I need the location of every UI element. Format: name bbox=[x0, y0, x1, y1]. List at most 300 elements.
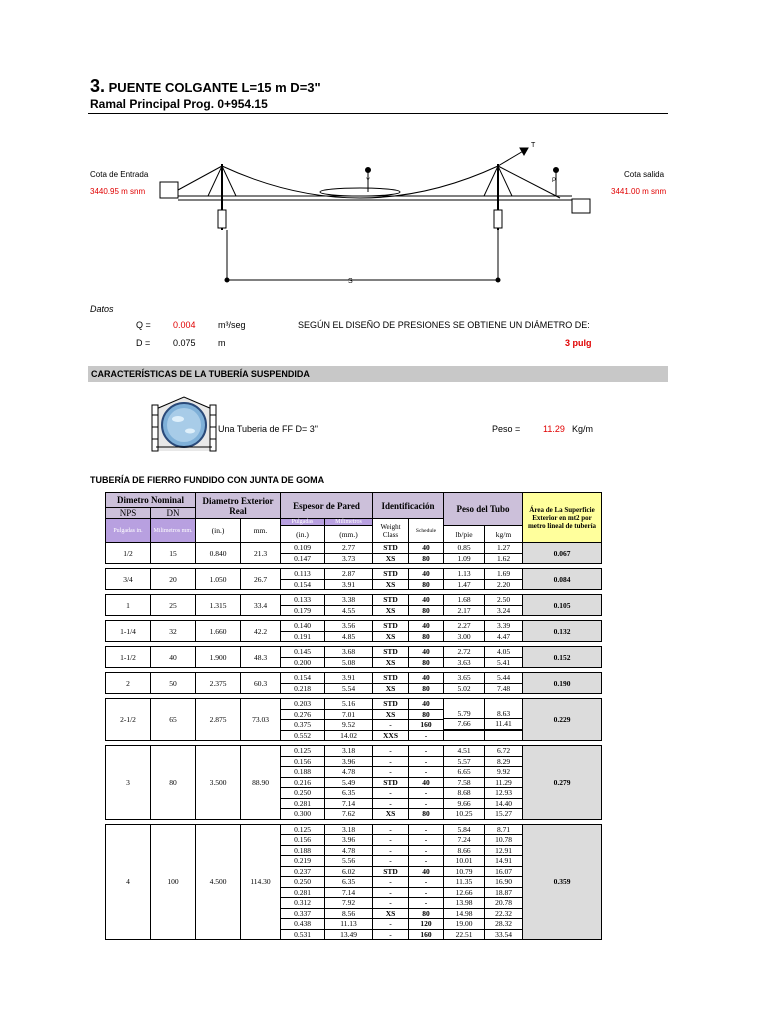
schedule-cell bbox=[409, 569, 444, 590]
wall-mm-cell bbox=[325, 621, 373, 642]
bridge-diagram bbox=[0, 130, 768, 300]
table-row bbox=[106, 699, 602, 741]
cell-value: 40 bbox=[409, 777, 443, 788]
wall-mm-cell bbox=[325, 824, 373, 940]
cell-value: 4.47 bbox=[485, 631, 522, 642]
q-label: Q = bbox=[136, 320, 151, 330]
cell-value: 0.85 bbox=[457, 543, 471, 552]
cell-value: 0.203 bbox=[294, 699, 311, 708]
cell-value: 80 bbox=[409, 808, 443, 819]
cell-value: - bbox=[373, 855, 408, 866]
header-peso: Peso del Tubo bbox=[444, 493, 523, 526]
cell-value: 160 bbox=[409, 719, 443, 730]
right-anchor-block bbox=[572, 199, 590, 213]
cell-value: 0.156 bbox=[281, 756, 324, 767]
cell-value: 18.87 bbox=[485, 887, 522, 898]
cell-value: 5.54 bbox=[325, 683, 372, 694]
area-cell: 0.359 bbox=[523, 824, 602, 940]
cell-value: 11.35 bbox=[444, 876, 484, 887]
cell-value: 8.68 bbox=[444, 787, 484, 798]
od-mm-cell: 60.3 bbox=[241, 673, 281, 694]
cell-value: 40 bbox=[422, 699, 430, 708]
cell-value: - bbox=[373, 929, 408, 940]
cell-value: - bbox=[409, 756, 443, 767]
cell-value: 0.237 bbox=[281, 866, 324, 877]
diameter-result: 3 pulg bbox=[565, 338, 592, 348]
kgm-cell bbox=[485, 569, 523, 590]
label-t: T bbox=[531, 142, 536, 149]
cell-value: 0.145 bbox=[294, 647, 311, 656]
weight-class-cell bbox=[373, 699, 409, 741]
schedule-cell bbox=[409, 647, 444, 668]
cell-value: - bbox=[409, 798, 443, 809]
datos-label: Datos bbox=[90, 304, 114, 314]
area-cell: 0.067 bbox=[523, 543, 602, 564]
cell-value: - bbox=[409, 766, 443, 777]
cell-value: 12.91 bbox=[485, 845, 522, 856]
right-backstay bbox=[498, 166, 560, 198]
cell-value: 2.72 bbox=[457, 647, 471, 656]
cell-value: - bbox=[373, 766, 408, 777]
cell-value: 2.87 bbox=[341, 569, 356, 578]
weight-class-cell bbox=[373, 824, 409, 940]
cell-value: 160 bbox=[409, 929, 443, 940]
left-footing bbox=[218, 210, 226, 228]
cell-value: - bbox=[373, 897, 408, 908]
title-text: PUENTE COLGANTE L=15 m D=3" bbox=[108, 80, 321, 95]
cell-value: 14.40 bbox=[485, 798, 522, 809]
schedule-cell bbox=[409, 673, 444, 694]
cell-value: XS bbox=[373, 579, 408, 590]
d-label: D = bbox=[136, 338, 151, 348]
cell-value: 0.216 bbox=[281, 777, 324, 788]
od-mm-cell: 88.90 bbox=[241, 746, 281, 820]
od-mm-cell: 114.30 bbox=[241, 824, 281, 940]
schedule-cell bbox=[409, 621, 444, 642]
cell-value: 3.38 bbox=[341, 595, 356, 604]
cell-value: 22.51 bbox=[444, 929, 484, 940]
schedule-cell bbox=[409, 824, 444, 940]
nps-cell: 1-1/4 bbox=[106, 621, 151, 642]
header-nominal: Dimetro Nominal bbox=[106, 493, 196, 508]
cell-value: 7.24 bbox=[444, 834, 484, 845]
cell-value: 6.65 bbox=[444, 766, 484, 777]
header-pulgadas: Pulgadas bbox=[281, 519, 325, 526]
lbpie-cell bbox=[444, 824, 485, 940]
cell-value: 4.55 bbox=[325, 605, 372, 616]
header-exterior: Diametro Exterior Real bbox=[196, 493, 281, 519]
cell-value: 0.133 bbox=[294, 595, 311, 604]
dn-cell: 80 bbox=[151, 746, 196, 820]
pipe-saddle-image bbox=[150, 395, 218, 453]
lbpie-cell bbox=[444, 543, 485, 564]
cell-value: 80 bbox=[409, 605, 443, 616]
header-ident: Identificación bbox=[373, 493, 444, 519]
cell-value: 80 bbox=[409, 657, 443, 668]
cell-value: 40 bbox=[422, 543, 430, 552]
kgm-cell bbox=[485, 699, 523, 741]
wall-mm-cell bbox=[325, 569, 373, 590]
cell-value: STD bbox=[383, 569, 398, 578]
cell-value: 0.281 bbox=[281, 887, 324, 898]
pipe-table-body bbox=[106, 543, 602, 940]
cell-value: 7.62 bbox=[325, 808, 372, 819]
cell-value: 14.02 bbox=[325, 730, 372, 741]
header-espesor: Espesor de Pared bbox=[281, 493, 373, 519]
cell-value: 4.51 bbox=[457, 746, 471, 755]
lbpie-cell bbox=[444, 647, 485, 668]
cell-value: 0.552 bbox=[281, 730, 324, 741]
kgm-cell bbox=[485, 595, 523, 616]
wall-mm-cell bbox=[325, 543, 373, 564]
cell-value: 10.78 bbox=[485, 834, 522, 845]
wall-mm-cell bbox=[325, 673, 373, 694]
od-mm-cell: 42.2 bbox=[241, 621, 281, 642]
weight-class-cell bbox=[373, 673, 409, 694]
cell-value bbox=[485, 730, 522, 731]
cell-value: 3.63 bbox=[444, 657, 484, 668]
cell-value: 8.29 bbox=[485, 756, 522, 767]
dn-cell: 50 bbox=[151, 673, 196, 694]
od-in-cell: 2.875 bbox=[196, 699, 241, 741]
header-pulgadas-in: Pulgadas in. bbox=[106, 519, 151, 543]
weight-class-cell bbox=[373, 647, 409, 668]
cell-value: - bbox=[373, 845, 408, 856]
cell-value: 28.32 bbox=[485, 918, 522, 929]
od-mm-cell: 48.3 bbox=[241, 647, 281, 668]
cell-value: 0.156 bbox=[281, 834, 324, 845]
wall-mm-cell bbox=[325, 595, 373, 616]
kgm-cell bbox=[485, 673, 523, 694]
cell-value: 7.14 bbox=[325, 887, 372, 898]
cell-value: 40 bbox=[409, 866, 443, 877]
cell-value: 4.78 bbox=[325, 766, 372, 777]
cell-value: 80 bbox=[409, 709, 443, 720]
cell-value: 0.375 bbox=[281, 719, 324, 730]
kgm-cell bbox=[485, 647, 523, 668]
header-kgm: kg/m bbox=[485, 526, 523, 543]
table-row bbox=[106, 543, 602, 564]
cell-value: 0.179 bbox=[281, 605, 324, 616]
cell-value: 9.66 bbox=[444, 798, 484, 809]
od-mm-cell: 21.3 bbox=[241, 543, 281, 564]
lbpie-cell bbox=[444, 746, 485, 820]
cell-value: 7.14 bbox=[325, 798, 372, 809]
cell-value: 3.18 bbox=[341, 746, 356, 755]
cell-value: STD bbox=[383, 699, 398, 708]
cell-value: 3.65 bbox=[457, 673, 471, 682]
cell-value: - bbox=[409, 834, 443, 845]
area-cell: 0.279 bbox=[523, 746, 602, 820]
cell-value: 7.66 bbox=[444, 718, 484, 729]
p-load-point bbox=[554, 168, 559, 173]
nps-cell: 2-1/2 bbox=[106, 699, 151, 741]
cell-value: 3.68 bbox=[341, 647, 356, 656]
header-weight-class: Weight Class bbox=[373, 519, 409, 543]
table-row bbox=[106, 621, 602, 642]
header-od-in: (in.) bbox=[196, 519, 241, 543]
nps-cell: 3 bbox=[106, 746, 151, 820]
cell-value: STD bbox=[383, 543, 398, 552]
cell-value: - bbox=[373, 787, 408, 798]
cell-value: XXS bbox=[373, 730, 408, 741]
dn-cell: 40 bbox=[151, 647, 196, 668]
cell-value: 0.200 bbox=[281, 657, 324, 668]
cell-value: 13.98 bbox=[444, 897, 484, 908]
wall-in-cell bbox=[281, 746, 325, 820]
kgm-cell bbox=[485, 746, 523, 820]
cell-value: 11.29 bbox=[485, 777, 522, 788]
cell-value: 0.109 bbox=[294, 543, 311, 552]
cell-value: 7.58 bbox=[444, 777, 484, 788]
cell-value: STD bbox=[383, 621, 398, 630]
od-in-cell: 1.315 bbox=[196, 595, 241, 616]
wall-in-cell bbox=[281, 699, 325, 741]
cell-value: 10.79 bbox=[444, 866, 484, 877]
od-in-cell: 2.375 bbox=[196, 673, 241, 694]
table-row bbox=[106, 569, 602, 590]
cell-value: 3.18 bbox=[341, 824, 356, 834]
wall-in-cell bbox=[281, 621, 325, 642]
od-in-cell: 3.500 bbox=[196, 746, 241, 820]
cell-value: 0.125 bbox=[294, 746, 311, 755]
dn-cell: 32 bbox=[151, 621, 196, 642]
cell-value: 7.01 bbox=[325, 709, 372, 720]
cell-value: 80 bbox=[409, 553, 443, 564]
left-backstay bbox=[178, 166, 222, 190]
cell-value: 5.79 bbox=[457, 708, 471, 718]
wall-in-cell bbox=[281, 543, 325, 564]
header-wall-mm: (mm.) bbox=[325, 526, 373, 543]
cell-value: 3.91 bbox=[325, 579, 372, 590]
cell-value: 40 bbox=[422, 647, 430, 656]
cell-value: 6.35 bbox=[325, 787, 372, 798]
cell-value: 0.188 bbox=[281, 845, 324, 856]
header-dn: DN bbox=[151, 508, 196, 519]
table-row bbox=[106, 824, 602, 940]
schedule-cell bbox=[409, 746, 444, 820]
table-row bbox=[106, 647, 602, 668]
cell-value: 7.92 bbox=[325, 897, 372, 908]
page-subtitle: Ramal Principal Prog. 0+954.15 bbox=[90, 97, 268, 111]
cell-value: 3.56 bbox=[341, 621, 356, 630]
cell-value: STD bbox=[383, 595, 398, 604]
cell-value: XS bbox=[373, 683, 408, 694]
cell-value: 19.00 bbox=[444, 918, 484, 929]
od-in-cell: 1.660 bbox=[196, 621, 241, 642]
cota-salida-value: 3441.00 m snm bbox=[611, 187, 667, 196]
cell-value: 2.77 bbox=[341, 543, 356, 552]
cell-value: 11.41 bbox=[485, 718, 522, 729]
cell-value: 80 bbox=[409, 908, 443, 919]
area-cell: 0.152 bbox=[523, 647, 602, 668]
cell-value: 13.49 bbox=[325, 929, 372, 940]
cell-value: 0.531 bbox=[281, 929, 324, 940]
cell-value: 0.276 bbox=[281, 709, 324, 720]
cell-value: 0.250 bbox=[281, 787, 324, 798]
cell-value: 0.147 bbox=[281, 553, 324, 564]
cell-value: 2.20 bbox=[485, 579, 522, 590]
table-row bbox=[106, 595, 602, 616]
cell-value: 8.71 bbox=[496, 824, 511, 834]
cell-value: - bbox=[373, 918, 408, 929]
cell-value: - bbox=[373, 798, 408, 809]
span-right-end bbox=[496, 278, 500, 282]
cell-value: 12.66 bbox=[444, 887, 484, 898]
nps-cell: 3/4 bbox=[106, 569, 151, 590]
right-footing bbox=[494, 210, 502, 228]
dn-cell: 100 bbox=[151, 824, 196, 940]
cell-value: - bbox=[424, 824, 428, 834]
weight-class-cell bbox=[373, 746, 409, 820]
cota-entrada-value: 3440.95 m snm bbox=[90, 187, 146, 196]
label-p: P bbox=[552, 178, 557, 184]
lbpie-cell bbox=[444, 569, 485, 590]
cell-value: 20.78 bbox=[485, 897, 522, 908]
cell-value: 40 bbox=[422, 621, 430, 630]
weight-class-cell bbox=[373, 569, 409, 590]
od-in-cell: 1.050 bbox=[196, 569, 241, 590]
cell-value: 3.73 bbox=[325, 553, 372, 564]
header-wall-in: (in.) bbox=[281, 526, 325, 543]
cell-value: 120 bbox=[409, 918, 443, 929]
cell-value: 5.02 bbox=[444, 683, 484, 694]
cell-value: 80 bbox=[409, 683, 443, 694]
d-unit: m bbox=[218, 338, 226, 348]
cell-value: - bbox=[409, 887, 443, 898]
cell-value: 4.85 bbox=[325, 631, 372, 642]
cell-value: 8.66 bbox=[444, 845, 484, 856]
cell-value: 3.96 bbox=[325, 834, 372, 845]
cell-value: 40 bbox=[422, 569, 430, 578]
nps-cell: 4 bbox=[106, 824, 151, 940]
nps-cell: 1/2 bbox=[106, 543, 151, 564]
od-in-cell: 4.500 bbox=[196, 824, 241, 940]
cell-value: 14.91 bbox=[485, 855, 522, 866]
cell-value: XS bbox=[373, 605, 408, 616]
cell-value: 4.05 bbox=[496, 647, 511, 656]
kgm-cell bbox=[485, 824, 523, 940]
cell-value: 3.96 bbox=[325, 756, 372, 767]
title-number: 3. bbox=[90, 76, 106, 96]
cell-value: - bbox=[409, 730, 443, 741]
cell-value: XS bbox=[373, 808, 408, 819]
cell-value: 3.91 bbox=[341, 673, 356, 682]
peso-value: 11.29 bbox=[543, 424, 565, 434]
cell-value: 0.125 bbox=[294, 824, 311, 834]
od-mm-cell: 26.7 bbox=[241, 569, 281, 590]
cell-value: - bbox=[409, 876, 443, 887]
cell-value: 40 bbox=[422, 673, 430, 682]
cell-value: XS bbox=[373, 709, 408, 720]
tuberia-desc: Una Tuberia de FF D= 3" bbox=[218, 424, 318, 434]
cell-value: 8.56 bbox=[325, 908, 372, 919]
cell-value: 2.17 bbox=[444, 605, 484, 616]
pipe-sag bbox=[320, 188, 400, 196]
cell-value: 0.312 bbox=[281, 897, 324, 908]
cell-value: 0.140 bbox=[294, 621, 311, 630]
wall-mm-cell bbox=[325, 746, 373, 820]
cell-value: XS bbox=[373, 908, 408, 919]
cell-value: 1.13 bbox=[457, 569, 471, 578]
cell-value: XS bbox=[373, 631, 408, 642]
tension-arrowhead bbox=[520, 148, 528, 155]
cell-value: 1.69 bbox=[496, 569, 511, 578]
cell-value: 8.63 bbox=[496, 708, 511, 718]
table-row bbox=[106, 673, 602, 694]
lbpie-cell bbox=[444, 595, 485, 616]
cell-value: 1.68 bbox=[457, 595, 471, 604]
dn-cell: 65 bbox=[151, 699, 196, 741]
cell-value: 0.219 bbox=[281, 855, 324, 866]
cell-value: 22.32 bbox=[485, 908, 522, 919]
cell-value: 0.154 bbox=[281, 579, 324, 590]
cell-value: 3.00 bbox=[444, 631, 484, 642]
cell-value: 80 bbox=[409, 631, 443, 642]
cell-value: 9.92 bbox=[485, 766, 522, 777]
cell-value: - bbox=[409, 897, 443, 908]
schedule-cell bbox=[409, 595, 444, 616]
cota-entrada-label: Cota de Entrada bbox=[90, 170, 149, 179]
cell-value: 5.08 bbox=[325, 657, 372, 668]
cell-value: 9.52 bbox=[325, 719, 372, 730]
span-left-end bbox=[225, 278, 229, 282]
wall-in-cell bbox=[281, 569, 325, 590]
cell-value: - bbox=[389, 746, 392, 755]
lbpie-cell bbox=[444, 699, 485, 741]
cell-value: 1.62 bbox=[485, 553, 522, 564]
weight-class-cell bbox=[373, 621, 409, 642]
cell-value: - bbox=[373, 756, 408, 767]
kgm-cell bbox=[485, 621, 523, 642]
cell-value: 5.84 bbox=[457, 824, 471, 834]
cell-value: 11.13 bbox=[325, 918, 372, 929]
wall-mm-cell bbox=[325, 699, 373, 741]
cell-value: 7.48 bbox=[485, 683, 522, 694]
cell-value: 40 bbox=[422, 595, 430, 604]
cell-value: STD bbox=[373, 777, 408, 788]
cell-value: 80 bbox=[409, 579, 443, 590]
nps-cell: 1 bbox=[106, 595, 151, 616]
cell-value: 5.44 bbox=[496, 673, 511, 682]
table-section-title: TUBERÍA DE FIERRO FUNDIDO CON JUNTA DE GOMA bbox=[90, 475, 325, 485]
area-cell: 0.105 bbox=[523, 595, 602, 616]
cell-value: 3.39 bbox=[496, 621, 511, 630]
header-schedule: Schedule bbox=[409, 519, 444, 543]
cell-value: - bbox=[373, 887, 408, 898]
peso-label: Peso = bbox=[492, 424, 521, 434]
header-milimetros-mm: Milimetros mm. bbox=[151, 519, 196, 543]
cell-value: 1.27 bbox=[496, 543, 511, 552]
wall-in-cell bbox=[281, 595, 325, 616]
od-mm-cell: 73.03 bbox=[241, 699, 281, 741]
cell-value: 2.50 bbox=[496, 595, 511, 604]
cell-value: 5.56 bbox=[325, 855, 372, 866]
lbpie-cell bbox=[444, 673, 485, 694]
lbpie-cell bbox=[444, 621, 485, 642]
schedule-cell bbox=[409, 543, 444, 564]
cell-value: 0.188 bbox=[281, 766, 324, 777]
header-milimetros: Milimetros bbox=[325, 519, 373, 526]
cell-value: - bbox=[373, 834, 408, 845]
kgm-cell bbox=[485, 543, 523, 564]
dn-cell: 25 bbox=[151, 595, 196, 616]
left-anchor-block bbox=[160, 182, 178, 198]
header-area: Área de La Superficie Exterior en mt2 por metro lineal de tubería bbox=[523, 493, 602, 543]
cell-value: 10.25 bbox=[444, 808, 484, 819]
cell-value: 6.02 bbox=[325, 866, 372, 877]
cell-value: 0.250 bbox=[281, 876, 324, 887]
